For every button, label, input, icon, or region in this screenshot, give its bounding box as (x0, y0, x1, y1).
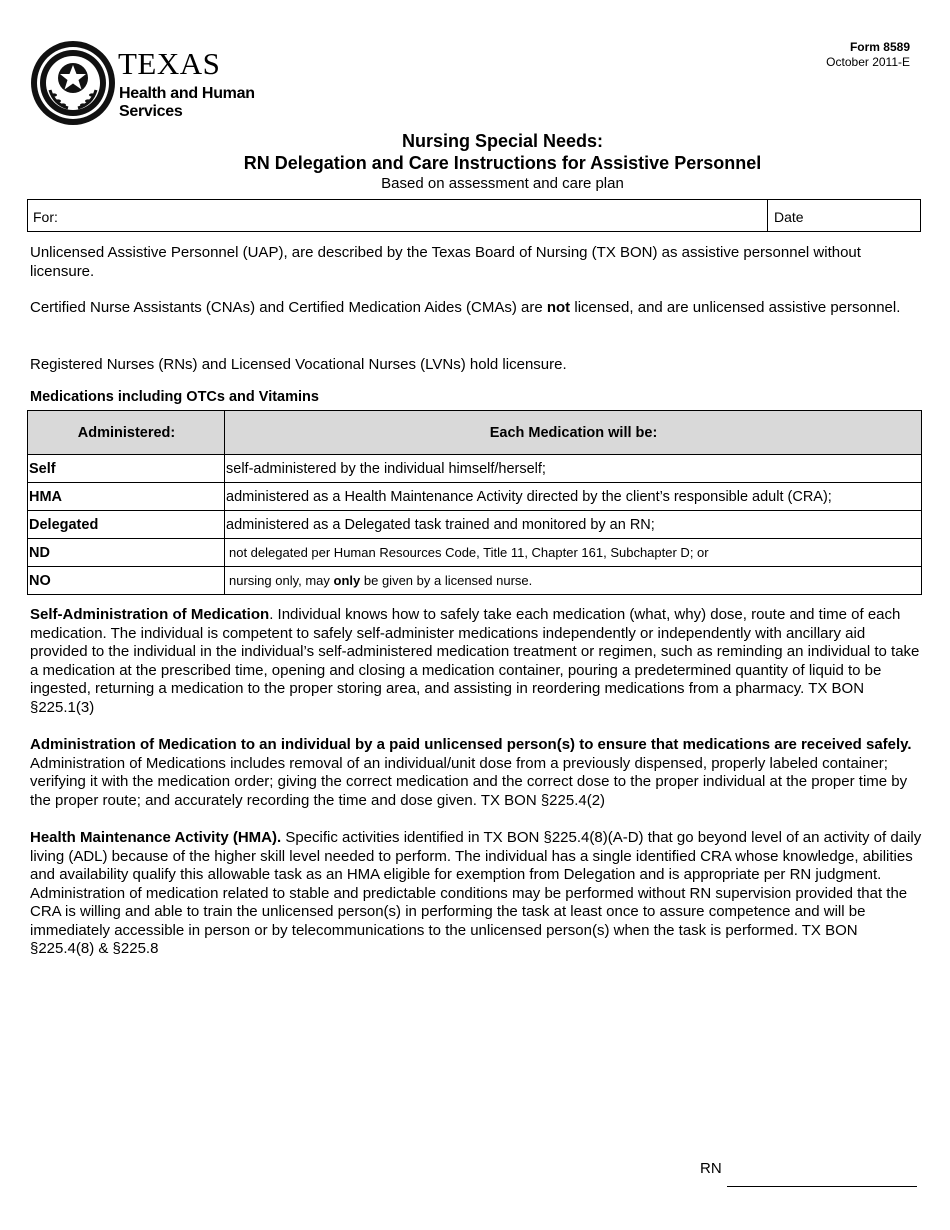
column-header-administered: Administered: (28, 411, 225, 455)
row-description: nursing only, may only be given by a licensed nurse. (225, 567, 922, 595)
column-header-each-medication: Each Medication will be: (225, 411, 922, 455)
table-header-row (28, 411, 922, 455)
form-number: Form 8589 (849, 40, 910, 54)
page-title-line2: RN Delegation and Care Instructions for Assistive Personnel (243, 153, 762, 173)
row-code: HMA (28, 483, 225, 511)
intro-cna-paragraph: Certified Nurse Assistants (CNAs) and Certified Medication Aides (CMAs) are not licensed, and are unlicensed assistive personnel. (30, 299, 901, 316)
table-row (28, 567, 922, 595)
table-row (28, 455, 922, 483)
row-code: ND (28, 539, 225, 567)
page-title-line1: Nursing Special Needs: (401, 131, 604, 151)
for-field[interactable] (28, 200, 768, 231)
for-date-row (27, 199, 921, 232)
self-administration-section: Self-Administration of Medication. Individual knows how to safely take each medication (what, why) dose, route and time of each medication. The individual is competent to safely self-administer medications independently or independently with ancillary aid provided to the individual in the individual’s self-administered medication treatment or regimen, such as reminding an individual to take a medication at the prescribed time, opening and closing a medication container, pouring a predetermined quantity of liquid to be ingested, returning a medication to the proper storing area, and assisting in reordering medications from a pharmacy. TX BON §225.1(3) (30, 606, 920, 716)
texas-seal-icon (30, 40, 116, 126)
logo-wordmark-subtitle: Health and Human Services (119, 85, 255, 120)
medications-table (27, 410, 922, 595)
row-description: self-administered by the individual himself/herself; (225, 455, 922, 483)
intro-rn-paragraph: Registered Nurses (RNs) and Licensed Vocational Nurses (LVNs) hold licensure. (30, 356, 567, 373)
for-label: For: (33, 209, 58, 225)
form-revision: October 2011-E (826, 55, 910, 69)
texas-hhs-logo (30, 40, 260, 130)
date-label: Date (774, 209, 804, 225)
form-identifier (826, 40, 910, 70)
row-description: not delegated per Human Resources Code, Title 11, Chapter 161, Subchapter D; or (225, 539, 922, 567)
self-administration-title: Self-Administration of Medication (30, 606, 270, 623)
page-subtitle: Based on assessment and care plan (381, 175, 624, 192)
table-row (28, 483, 922, 511)
administration-section: Administration of Medication to an individual by a paid unlicensed person(s) to ensure that medications are received safely. Administration of Medications includes removal of an individual/unit dose from a previously dispensed, properly labeled container; verifying it with the medication order; giving the correct medication and the correct dose to the proper individual at the proper time by the proper route; and accurately recording the time and dose given. TX BON §225.4(2) (30, 736, 912, 809)
rn-signature-label: RN (700, 1160, 722, 1177)
row-code: Self (28, 455, 225, 483)
table-row (28, 539, 922, 567)
medications-heading: Medications including OTCs and Vitamins (30, 389, 319, 405)
intro-uap-paragraph: Unlicensed Assistive Personnel (UAP), are described by the Texas Board of Nursing (TX BON) as assistive personnel without licensure. (30, 244, 861, 280)
row-description: administered as a Health Maintenance Activity directed by the client’s responsible adult (CRA); (225, 483, 922, 511)
administration-title: Administration of Medication to an individual by a paid unlicensed person(s) to ensure that medications are received safely. (30, 736, 912, 753)
row-code: NO (28, 567, 225, 595)
row-description: administered as a Delegated task trained and monitored by an RN; (225, 511, 922, 539)
hma-title: Health Maintenance Activity (HMA). (30, 829, 282, 846)
document-title-block (0, 131, 950, 194)
row-code: Delegated (28, 511, 225, 539)
table-row (28, 511, 922, 539)
hma-section: Health Maintenance Activity (HMA). Specific activities identified in TX BON §225.4(8)(A-D) that go beyond level of an activity of daily living (ADL) because of the higher skill level needed to perform. The individual has a single identified CRA whose knowledge, abilities and availability qualify this allowable task as an HMA eligible for exemption from Delegation and is appropriate per RN judgment. Administration of medication related to stable and predictable conditions may be performed without RN supervision provided that the CRA is willing and able to train the unlicensed person(s) in performing the task at least once to assure competence and will be immediately accessible in person or by telecommunications to the unlicensed person(s) when the task is performed. TX BON §225.4(8) & §225.8 (30, 829, 922, 957)
rn-signature-line[interactable] (727, 1186, 917, 1187)
logo-wordmark-texas: TEXAS (118, 46, 221, 81)
date-field[interactable] (769, 200, 919, 231)
